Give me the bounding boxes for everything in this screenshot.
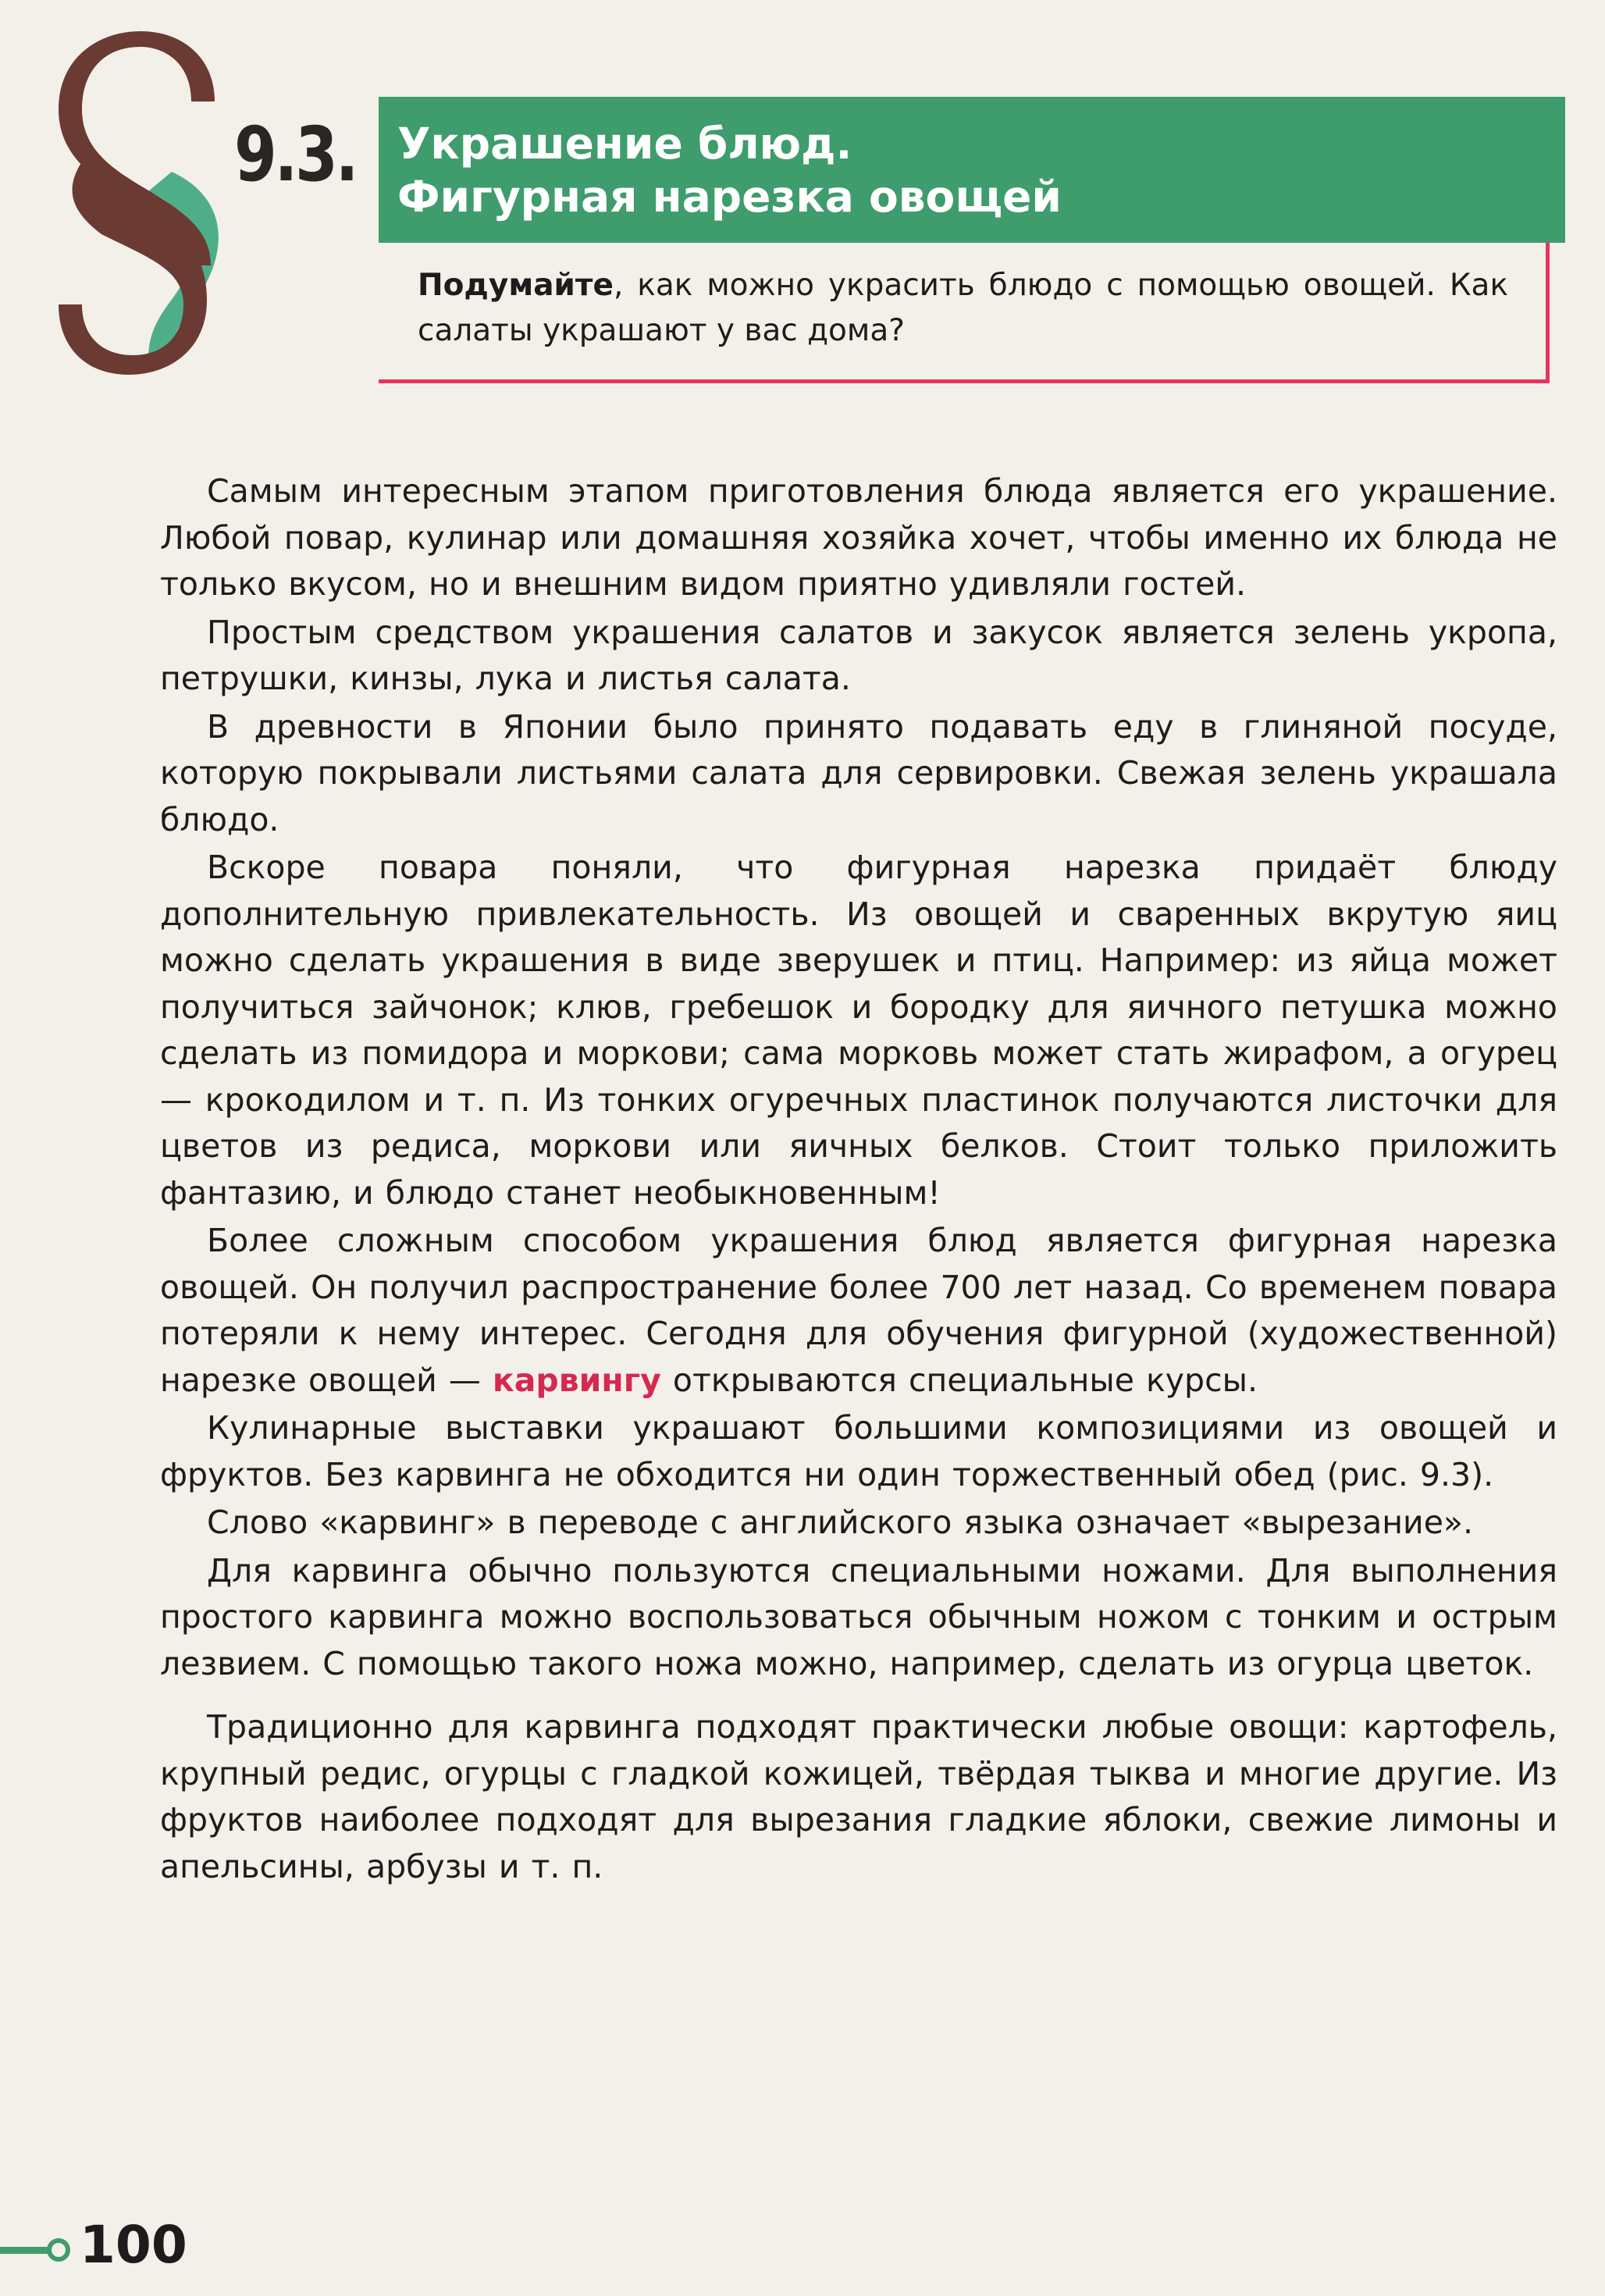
think-prompt-text: , как можно украсить блюдо с помощью овощей. Как салаты украшают у вас дома? [418,268,1508,348]
term-carving: карвингу [492,1361,661,1399]
main-text [160,468,1557,1892]
footer-decor-dot [47,2238,70,2262]
section-title-line1: Украшение блюд. [397,119,852,169]
paragraph: Самым интересным этапом приготовления блюда является его украшение. Любой повар, кулинар или домашняя хозяйка хочет, чтобы именно их блюда не только вкусом, но и внешним видом приятно удивляли гостей. [160,472,1557,603]
section-sign-icon [55,31,234,375]
page-footer [0,2213,234,2284]
page-number: 100 [80,2215,187,2275]
paragraph-carving [160,1218,1557,1404]
footer-decor-line [0,2247,48,2254]
section-title-band [379,97,1565,243]
paragraph: Традиционно для карвинга подходят практически любые овощи: картофель, крупный редис, огурцы с гладкой кожицей, твёрдая тыква и многие другие. Из фруктов наиболее подходят для вырезания гладкие яблоки, свежие лимоны и апельсины, арбузы и т. п. [160,1708,1557,1885]
section-title-line2: Фигурная нарезка овощей [397,172,1062,222]
paragraph: Слово «карвинг» в переводе с английского языка означает «вырезание». [207,1504,1474,1541]
paragraph-text: открываются специальные курсы. [660,1361,1258,1399]
paragraph: Для карвинга обычно пользуются специальными ножами. Для выполнения простого карвинга можно воспользоваться обычным ножом с тонким и острым лезвием. С помощью такого ножа можно, например, сделать из огурца цветок. [160,1551,1557,1682]
section-number: 9.3. [234,111,357,198]
think-prompt-box [379,243,1550,383]
paragraph: Вскоре повара поняли, что фигурная нарезка придаёт блюду дополнительную привлекательность. Из овощей и сваренных вкрутую яиц можно сделать украшения в виде зверушек и птиц. Например: из яйца может получиться зайчонок; клюв, гребешок и бородку для яичного петушка можно сделать из помидора и моркови; сама морковь может стать жирафом, а огурец — крокодилом и т. п. Из тонких огуречных пластинок получаются листочки для цветов из редиса, моркови или яичных белков. Стоит только приложить фантазию, и блюдо станет необыкновенным! [160,849,1557,1212]
paragraph: Простым средством украшения салатов и закусок является зелень укропа, петрушки, кинзы, лука и листья салата. [160,613,1557,697]
paragraph: В древности в Японии было принято подавать еду в глиняной посуде, которую покрывали листьями салата для сервировки. Свежая зелень украшала блюдо. [160,707,1557,838]
think-prompt-lead: Подумайте [418,268,614,303]
paragraph-text: Более сложным способом украшения блюд является фигурная нарезка овощей. Он получил распространение более 700 лет назад. Со временем повара потеряли к нему интерес. Сегодня для обучения фигурной (художественной) нарезке овощей — [160,1222,1557,1399]
paragraph: Кулинарные выставки украшают большими композициями из овощей и фруктов. Без карвинга не обходится ни один торжественный обед (рис. 9.3). [160,1409,1557,1493]
